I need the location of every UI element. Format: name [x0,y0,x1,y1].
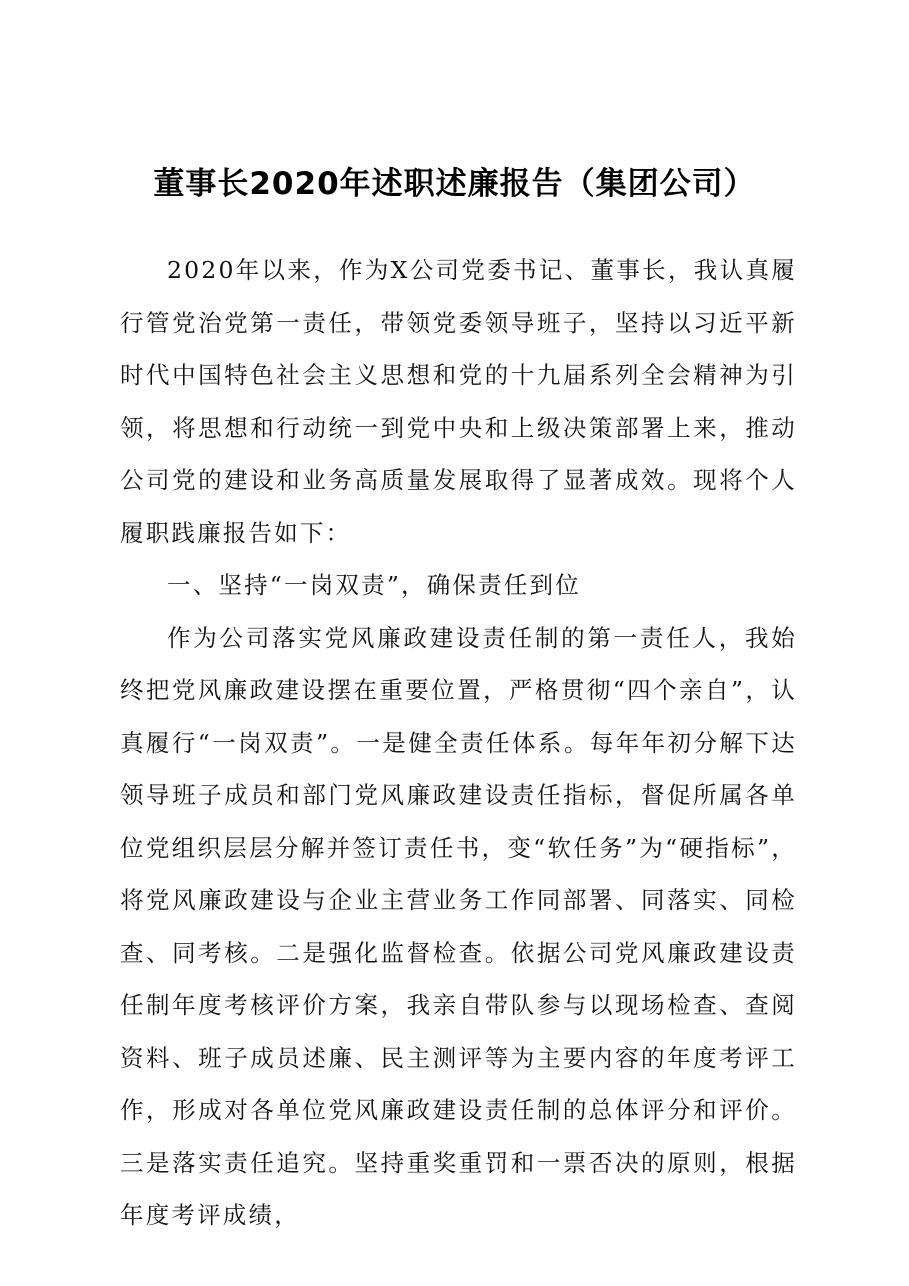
section-heading-1: 一、坚持“一岗双责”，确保责任到位 [167,571,581,599]
document-body [120,244,797,1242]
body-paragraph: 作为公司落实党风廉政建设责任制的第一责任人，我始终把党风廉政建设摆在重要位置，严格贯彻“四个亲自”，认真履行“一岗双责”。一是健全责任体系。每年年初分解下达领导班子成员和部门党风廉政建设责任指标，督促所属各单位党组织层层分解并签订责任书，变“软任务”为“硬指标”，将党风廉政建设与企业主营业务工作同部署、同落实、同检查、同考核。二是强化监督检查。依据公司党风廉政建设责任制年度考核评价方案，我亲自带队参与以现场检查、查阅资料、班子成员述廉、民主测评等为主要内容的年度考评工作，形成对各单位党风廉政建设责任制的总体评分和评价。三是落实责任追究。坚持重奖重罚和一票否决的原则，根据年度考评成绩， [120,623,797,1229]
document-title: 董事长2020年述职述廉报告（集团公司） [153,166,756,202]
intro-paragraph: 2020年以来，作为X公司党委书记、董事长，我认真履行管党治党第一责任，带领党委领导班子，坚持以习近平新时代中国特色社会主义思想和党的十九届系列全会精神为引领，将思想和行动统一到党中央和上级决策部署上来，推动公司党的建设和业务高质量发展取得了显著成效。现将个人履职践廉报告如下： [120,256,797,547]
